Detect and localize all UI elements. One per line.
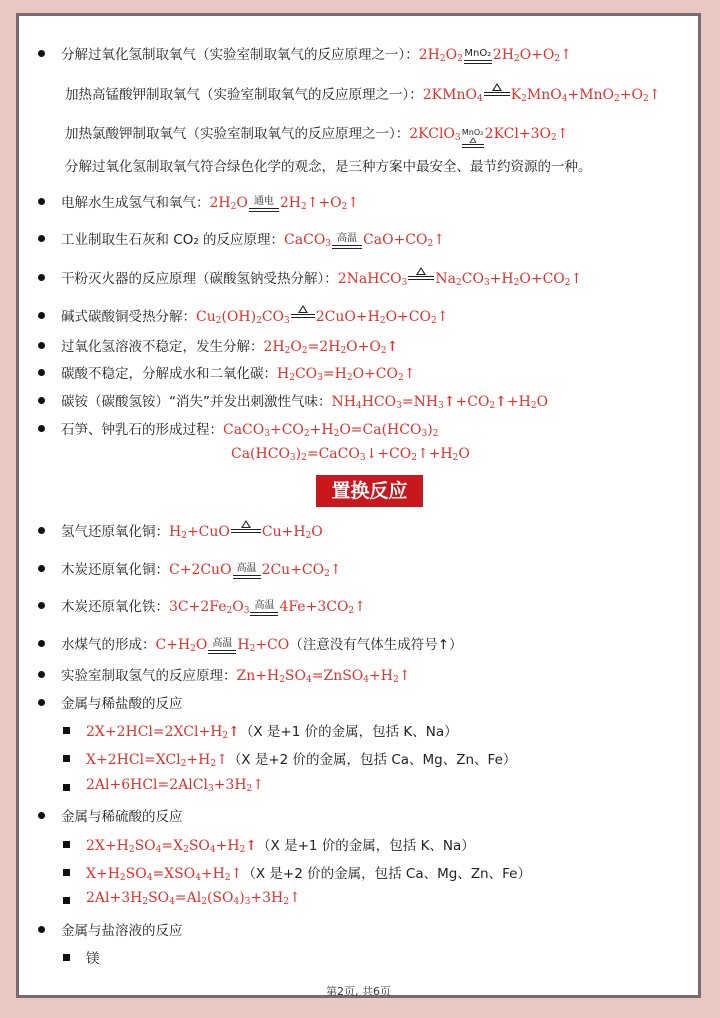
bullet: [38, 397, 45, 404]
equation-line: [231, 446, 470, 462]
equation: 2NaHCO$_3$: [337, 271, 408, 288]
bullet: [38, 198, 45, 205]
line-text: 木炭还原氧化铁：: [61, 599, 169, 615]
equation-line: [61, 520, 323, 540]
square-bullet: [63, 869, 70, 876]
equation: $H_2+CuO$: [169, 524, 230, 541]
equation: $H_2+CO$: [237, 637, 290, 654]
equation-line: [65, 122, 568, 151]
equation-line: [61, 633, 463, 657]
equation-line: [61, 664, 410, 684]
line-text: 分解过氧化氢制取氧气（实验室制取氧气的反应原理之一）：: [61, 47, 419, 63]
reaction-condition: [407, 267, 435, 280]
equation: $Cu_2(OH)_2CO_3$: [196, 309, 290, 326]
square-bullet: [63, 784, 70, 791]
square-bullet: [63, 897, 70, 904]
equation-line: [61, 335, 398, 355]
reaction-condition: [483, 83, 511, 96]
line-text: 碳酸不稳定，分解成水和二氧化碳：: [61, 366, 277, 382]
equation: $2Cu+CO_2↑$: [261, 562, 342, 579]
equation: $NH_4HCO_3=NH_3↑+CO_2↑+H_2O$: [331, 394, 549, 411]
line-text: 氢气还原氧化铜：: [61, 524, 169, 540]
bullet: [38, 671, 45, 678]
equation-line: [61, 228, 445, 252]
heading-line: [61, 805, 183, 825]
line-text: 金属与稀硫酸的反应: [61, 809, 183, 825]
equation: $2Al+6HCl=2AlCl_3+3H_2↑$: [86, 777, 265, 794]
line-text: 分解过氧化氢制取氧气符合绿色化学的观念，是三种方案中最安全、最节约资源的一种。: [65, 159, 592, 175]
reaction-condition: 通电: [248, 197, 280, 212]
equation: $X+H_2SO_4=XSO_4+H_2↑$: [86, 866, 243, 883]
equation-line: [86, 890, 301, 906]
heat-triangle-icon: [241, 520, 251, 528]
document-page: [16, 13, 701, 998]
equation-line: [86, 834, 475, 854]
equation: $2X+2HCl=2XCl+H_2↑$: [86, 724, 240, 741]
equation-line: [65, 83, 660, 103]
line-text: 金属与盐溶液的反应: [61, 923, 183, 939]
equation: CaCO$_3$: [284, 232, 332, 249]
line-text: 水煤气的形成：: [61, 637, 156, 653]
line-text: 木炭还原氧化铜：: [61, 562, 169, 578]
equation: $CaCO_3+CO_2+H_2O=Ca(HCO_3)_2$: [223, 422, 439, 439]
line-note: （X 是+2 价的金属，包括 Ca、Mg、Zn、Fe）: [242, 866, 531, 882]
equation-line: [86, 748, 516, 768]
square-bullet: [63, 954, 70, 961]
equation: $CaO+CO_2↑$: [363, 232, 445, 249]
reaction-condition: MnO₂: [463, 49, 493, 64]
line-text: 加热氯酸钾制取氧气（实验室制取氧气的反应原理之一）：: [65, 126, 410, 142]
equation: $2H_2O$: [209, 195, 248, 212]
equation: C+2CuO: [169, 562, 232, 578]
heading-line: [86, 947, 100, 967]
equation-line: [61, 390, 548, 410]
equation-line: [61, 595, 366, 619]
bullet: [38, 812, 45, 819]
bullet: [38, 235, 45, 242]
equation-line: [61, 418, 438, 438]
equation: 2KMnO$_4$: [422, 87, 483, 104]
equation: $H_2CO_3=H_2O+CO_2↑$: [277, 366, 416, 383]
line-text: 金属与稀盐酸的反应: [61, 696, 183, 712]
bullet: [38, 640, 45, 647]
page-footer: 第2页, 共6页: [326, 985, 391, 998]
line-text: 电解水生成氢气和氧气：: [61, 195, 210, 211]
heat-triangle-icon: [469, 137, 476, 143]
line-text: 工业制取生石灰和 CO₂ 的反应原理：: [61, 232, 285, 248]
equation: $Ca(HCO_3)_2=CaCO_3↓+CO_2↑+H_2O$: [231, 446, 470, 463]
line-note: （X 是+2 价的金属，包括 Ca、Mg、Zn、Fe）: [227, 752, 517, 768]
bullet: [38, 274, 45, 281]
equation-line: [61, 267, 582, 287]
equation-line: [61, 558, 342, 582]
equation: $2Al+3H_2SO_4=Al_2(SO_4)_3+3H_2↑$: [86, 890, 301, 907]
line-text: 石笋、钟乳石的形成过程：: [61, 422, 223, 438]
bullet: [38, 425, 45, 432]
square-bullet: [63, 841, 70, 848]
note-line: [65, 155, 592, 175]
reaction-condition: 高温: [331, 234, 363, 249]
equation-line: [61, 43, 572, 67]
heat-triangle-icon: [298, 305, 308, 313]
line-text: 碱式碳酸铜受热分解：: [61, 309, 196, 325]
reaction-condition: 高温: [249, 601, 279, 616]
line-note: （X 是+1 价的金属，包括 K、Na）: [257, 838, 475, 854]
section-banner: 置换反应: [316, 475, 423, 507]
line-text: 镁: [86, 951, 100, 967]
equation: $2H_2O+O_2↑$: [492, 47, 572, 64]
heading-line: [61, 919, 183, 939]
bullet: [38, 926, 45, 933]
equation: $2H_2↑+O_2↑$: [279, 195, 360, 212]
equation: $2H_2O_2$: [418, 47, 463, 64]
line-note: （X 是+1 价的金属，包括 K、Na）: [239, 724, 458, 740]
line-text: 实验室制取氢气的反应原理：: [61, 668, 237, 684]
line-text: 碳铵（碳酸氢铵）“消失”并发出刺激性气味：: [61, 394, 332, 410]
bullet: [38, 527, 45, 534]
reaction-condition: MnO₂: [461, 129, 485, 148]
heading-line: [61, 692, 183, 712]
square-bullet: [63, 727, 70, 734]
bullet: [38, 312, 45, 319]
heat-triangle-icon: [492, 83, 502, 91]
bullet: [38, 602, 45, 609]
line-note: （注意没有气体生成符号↑）: [289, 637, 463, 653]
equation: $Cu+H_2O$: [261, 524, 323, 541]
square-bullet: [63, 755, 70, 762]
reaction-condition: [290, 305, 316, 318]
reaction-condition: 高温: [232, 564, 262, 579]
equation: $K_2MnO_4+MnO_2+O_2↑$: [510, 87, 661, 104]
equation: 2KClO$_3$: [409, 126, 461, 143]
bullet: [38, 50, 45, 57]
line-text: 干粉灭火器的反应原理（碳酸氢钠受热分解）：: [61, 271, 338, 287]
equation: $Zn+H_2SO_4=ZnSO_4+H_2↑$: [236, 668, 411, 685]
equation: $Na_2CO_3+H_2O+CO_2↑$: [435, 271, 583, 288]
reaction-condition: [230, 520, 262, 533]
equation-line: [61, 305, 448, 325]
equation-line: [86, 862, 531, 882]
equation-line: [61, 362, 415, 382]
bullet: [38, 342, 45, 349]
heat-triangle-icon: [416, 267, 426, 275]
equation: $3C+2Fe_2O_3$: [169, 599, 250, 616]
bullet: [38, 565, 45, 572]
equation: $2H_2O_2=2H_2O+O_2↑$: [263, 339, 399, 356]
equation: $C+H_2O$: [155, 637, 208, 654]
line-text: 过氧化氢溶液不稳定，发生分解：: [61, 339, 264, 355]
equation: $2CuO+H_2O+CO_2↑$: [315, 309, 449, 326]
bullet: [38, 699, 45, 706]
equation-line: [61, 191, 359, 215]
equation: $4Fe+3CO_2↑$: [279, 599, 366, 616]
equation-line: [86, 720, 458, 740]
bullet: [38, 369, 45, 376]
equation: $2X+H_2SO_4=X_2SO_4+H_2↑$: [86, 838, 258, 855]
reaction-condition: 高温: [207, 639, 237, 654]
equation: $2KCl+3O_2↑$: [484, 126, 569, 143]
equation: $X+2HCl=XCl_2+H_2↑$: [86, 752, 228, 769]
equation-line: [86, 777, 264, 793]
line-text: 加热高锰酸钾制取氧气（实验室制取氧气的反应原理之一）：: [65, 87, 423, 103]
